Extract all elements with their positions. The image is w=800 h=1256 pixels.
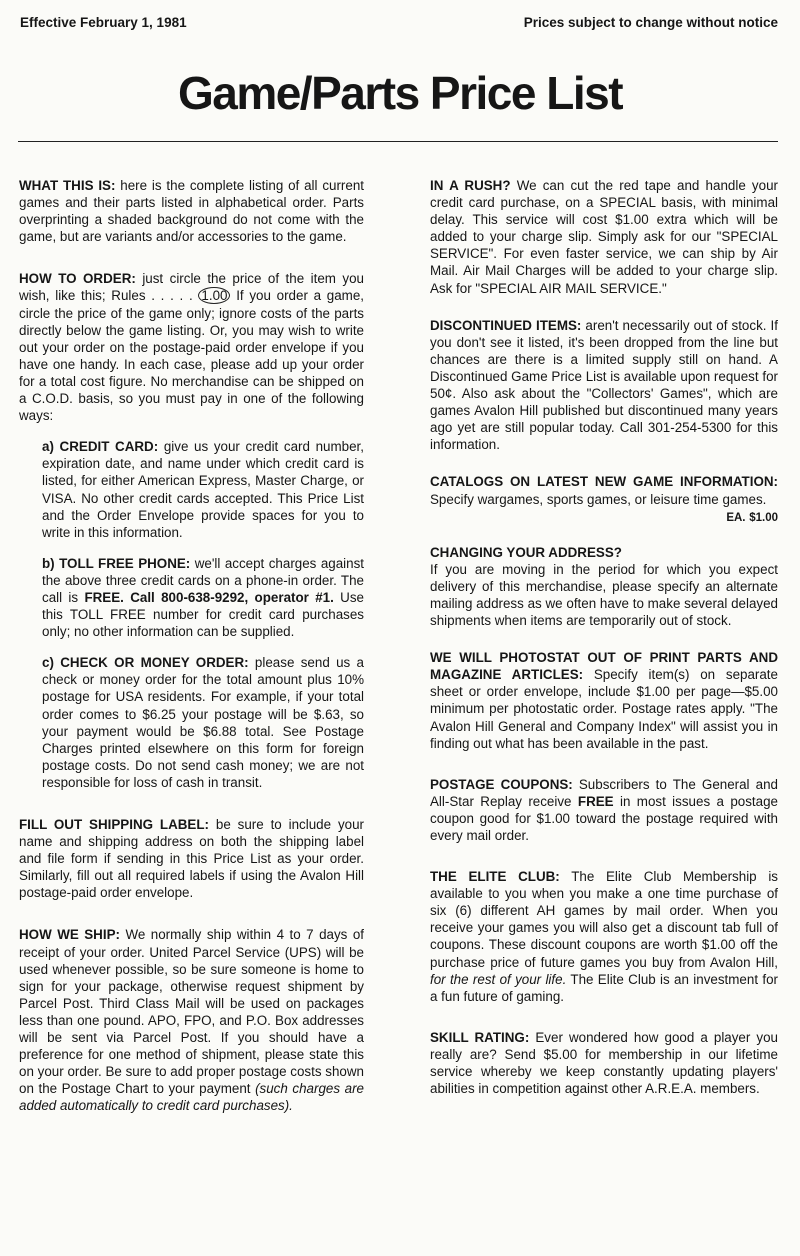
skill-rating-section bbox=[430, 1029, 778, 1097]
photostat-section bbox=[430, 649, 778, 752]
photostat-text: Specify item(s) on separate sheet or order envelope, include $1.00 per page—$5.00 minimum per photostatic order. Postage rates apply. "The Avalon Hill General and Company Index" will assist you in finding out what has been available in the past. bbox=[430, 667, 778, 751]
postage-coupons-heading: POSTAGE COUPONS: bbox=[430, 776, 573, 792]
postage-coupons-text-1: Subscribers to The General and All-Star Replay receive bbox=[430, 776, 778, 809]
page-title: Game/Parts Price List bbox=[177, 67, 623, 119]
check-money-order-section bbox=[42, 654, 364, 791]
right-column bbox=[430, 177, 778, 1114]
shipping-label-heading: FILL OUT SHIPPING LABEL: bbox=[19, 817, 209, 832]
how-we-ship-heading: HOW WE SHIP: bbox=[19, 927, 120, 943]
catalogs-heading: CATALOGS ON LATEST NEW GAME INFORMATION: bbox=[430, 474, 778, 490]
in-a-rush-heading: IN A RUSH? bbox=[430, 178, 511, 193]
catalogs-section bbox=[430, 473, 778, 526]
check-money-order-heading: c) CHECK OR MONEY ORDER: bbox=[42, 655, 249, 671]
discontinued-heading: DISCONTINUED ITEMS: bbox=[430, 317, 582, 333]
toll-free-text-1: we'll accept charges against the above three credit cards on a phone-in order. The call is bbox=[42, 555, 365, 605]
catalogs-price-line bbox=[430, 508, 778, 527]
discontinued-section bbox=[430, 317, 778, 454]
credit-card-text: give us your credit card number, expiration date, and name under which credit card is listed, for either American Express, Master Charge, or VISA. No other credit cards accepted. This Price List and the Order Envelope provide spaces for you to write in this information. bbox=[42, 439, 364, 540]
how-we-ship-text: We normally ship within 4 to 7 days of receipt of your order. United Parcel Service (UPS) will be used whenever possible, so be sure someone is home to sign for your package, otherwise request shipment by Parcel Post. Third Class Mail will be used on packages less than one pound. APO, FPO, and P.O. Box addresses will be sent via Parcel Post. If you should have a preference for one method of shipment, please state this on your order. Be sure to add proper postage costs shown on the Postage Chart to your payment bbox=[19, 927, 364, 1097]
skill-rating-text: Ever wondered how good a player you really are? Send $5.00 for membership in our lifetime service whereby we keep constantly updating players' abilities in competition against other A.R.E.A. members. bbox=[430, 1029, 778, 1097]
postage-coupons-free: FREE bbox=[577, 793, 614, 809]
in-a-rush-section bbox=[430, 177, 778, 297]
how-to-order-text-1: just circle the price of the item you wish, like this; Rules . . . . . bbox=[19, 271, 364, 304]
effective-date: Effective February 1, 1981 bbox=[20, 15, 187, 30]
elite-club-section bbox=[430, 868, 778, 1005]
skill-rating-heading: SKILL RATING: bbox=[430, 1029, 530, 1045]
toll-free-heading: b) TOLL FREE PHONE: bbox=[42, 555, 191, 571]
how-to-order-section bbox=[19, 270, 364, 424]
how-we-ship-italic-note: (such charges are added automatically to credit card purchases). bbox=[19, 1081, 364, 1114]
elite-club-italic: for the rest of your life. bbox=[430, 971, 567, 987]
prices-note: Prices subject to change without notice bbox=[523, 15, 778, 30]
what-this-is-section bbox=[19, 177, 364, 245]
how-to-order-text-2: If you order a game, circle the price of the game only; ignore costs of the parts directly below the game listing. Or, you may wish to write out your order on the postage-paid order envelope if you have one handy. In each case, please add up your order for a total cost figure. No merchandise can be shipped on a C.O.D. basis, so you must pay in one of the following ways: bbox=[19, 288, 365, 424]
catalogs-price-label: EA. bbox=[726, 511, 746, 524]
what-this-is-heading: WHAT THIS IS: bbox=[19, 178, 116, 193]
toll-free-section bbox=[42, 555, 364, 640]
elite-club-text-2: The Elite Club is an investment for a fun future of gaming. bbox=[430, 971, 778, 1004]
elite-club-heading: THE ELITE CLUB: bbox=[430, 869, 560, 885]
discontinued-text: aren't necessarily out of stock. If you don't see it listed, it's been dropped from the line but chances are there is a limited supply still on hand. A Discontinued Game Price List is available upon request for 50¢. Also ask about the "Collectors' Games", which are games Avalon Hill published but discontinued many years ago yet are still popular today. Call 301-254-5300 for this information. bbox=[430, 317, 778, 453]
how-to-order-heading: HOW TO ORDER: bbox=[19, 271, 136, 287]
postage-coupons-text-2: in most issues a postage coupon good for $1.00 toward the postage required with every mail order. bbox=[430, 793, 778, 843]
how-we-ship-section bbox=[19, 926, 364, 1114]
in-a-rush-text: We can cut the red tape and handle your credit card purchase, on a SPECIAL basis, with minimal delay. This service will cost $1.00 extra which will be added to your charge slip. Simply ask for our "SPECIAL SERVICE". For even faster service, we can ship by Air Mail. Air Mail Charges will be added to your charge slip. Ask for "SPECIAL AIR MAIL SERVICE." bbox=[430, 178, 778, 296]
changing-address-section bbox=[430, 544, 778, 629]
catalogs-text: Specify wargames, sports games, or leisure time games. bbox=[430, 491, 767, 507]
title-rule bbox=[18, 141, 778, 142]
changing-address-text: If you are moving in the period for which you expect delivery of this merchandise, please specify an alternate mailing address as we often have to make several delayed shipments when items are temporarily out of stock. bbox=[430, 561, 778, 629]
circled-price-example: 1.00 bbox=[198, 287, 230, 304]
shipping-label-section bbox=[19, 816, 364, 901]
what-this-is-text: here is the complete listing of all current games and their parts listed in alphabetical order. Parts overprinting a shaded background do not come with the game, but are variants and/or accessories to the game. bbox=[19, 178, 364, 245]
toll-free-text-2: Use this TOLL FREE number for credit card purchases only; no other information can be supplied. bbox=[42, 589, 364, 640]
check-money-order-text: please send us a check or money order for the total amount plus 10% postage for USA residents. For example, if your total order comes to $6.25 your postage will be $.63, so your payment would be $6.88 total. See Postage Charges printed elsewhere on this form for foreign postage costs. Do not send cash money; we are not responsible for loss of cash in transit. bbox=[42, 655, 365, 790]
shipping-label-text: be sure to include your name and shipping address on both the shipping label and file form if sending in this Price List as your order. Similarly, fill out all required labels if using the Avalon Hill postage-paid order envelope. bbox=[19, 817, 364, 901]
toll-free-number: FREE. Call 800-638-9292, operator #1. bbox=[84, 589, 334, 605]
catalogs-price: $1.00 bbox=[749, 511, 778, 524]
postage-coupons-section bbox=[430, 776, 778, 844]
changing-address-heading: CHANGING YOUR ADDRESS? bbox=[430, 544, 622, 560]
credit-card-section bbox=[42, 438, 364, 541]
photostat-heading: WE WILL PHOTOSTAT OUT OF PRINT PARTS AND MAGAZINE ARTICLES: bbox=[430, 650, 778, 683]
left-column bbox=[19, 177, 364, 1140]
credit-card-heading: a) CREDIT CARD: bbox=[42, 439, 159, 455]
elite-club-text-1: The Elite Club Membership is available to you when you make a one time purchase of six (6) different AH games by mail order. When you receive your games you will also get a discount tab full of coupons. These discount coupons are worth $1.00 off the purchase price of future games you buy from Avalon Hill, bbox=[430, 869, 778, 970]
